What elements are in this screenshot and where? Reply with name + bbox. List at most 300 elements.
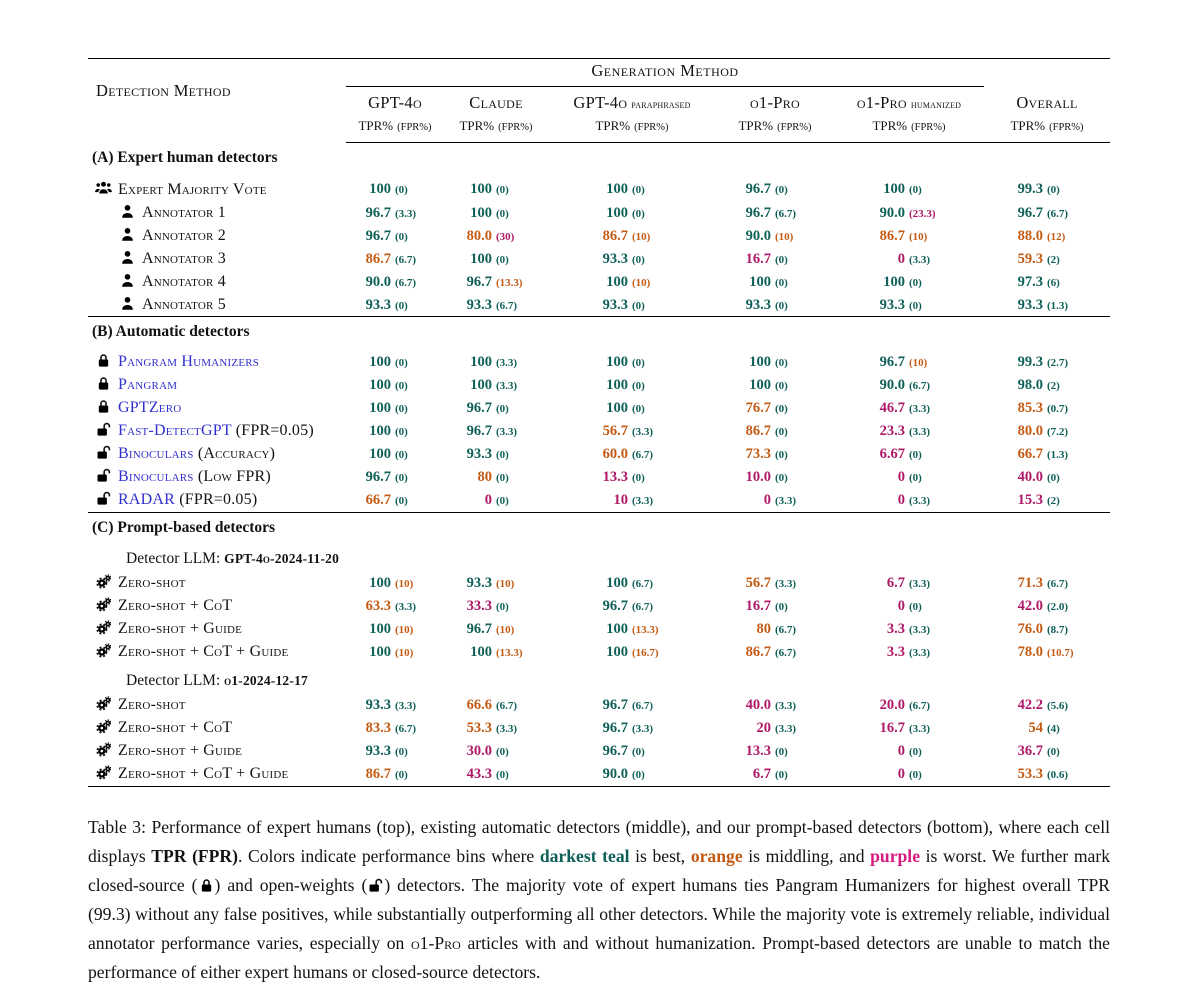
value-cell xyxy=(984,763,1110,787)
value-cell xyxy=(716,694,834,717)
fpr-value: (3.3) xyxy=(909,253,931,266)
section-title: (A) Expert human detectors xyxy=(92,149,278,166)
results-table xyxy=(88,58,1110,787)
table-row xyxy=(88,489,1110,513)
detector-link[interactable]: Binoculars xyxy=(118,445,194,462)
fpr-value: (10.7) xyxy=(1047,647,1074,659)
section-title-row xyxy=(88,317,1110,347)
tpr-value: 100 xyxy=(369,644,391,660)
value-cell xyxy=(984,247,1110,270)
value-cell xyxy=(548,572,716,595)
value-cell xyxy=(444,201,548,224)
section-title-row xyxy=(88,512,1110,542)
tpr-value: 100 xyxy=(749,354,771,370)
tpr-value: 86.7 xyxy=(365,250,391,267)
tpr-value: 10.0 xyxy=(745,469,771,485)
tpr-value: 80 xyxy=(756,621,771,637)
fpr-value: (3.3) xyxy=(775,723,797,735)
col-label: GPT-4o xyxy=(368,93,422,112)
fpr-value: (6.7) xyxy=(395,723,417,735)
row-label-text: Expert Majority Vote xyxy=(118,181,267,198)
table-row xyxy=(88,420,1110,443)
value-cell xyxy=(346,763,444,787)
fpr-value: (3.3) xyxy=(909,723,931,735)
fpr-value: (2.7) xyxy=(1047,357,1069,369)
caption xyxy=(88,813,1110,987)
value-cell xyxy=(984,489,1110,513)
fpr-value: (0) xyxy=(632,472,645,484)
tpr-value: 53.3 xyxy=(466,720,492,736)
fpr-value: (6.7) xyxy=(632,601,654,613)
value-cell xyxy=(444,466,548,489)
value-cell xyxy=(444,641,548,664)
row-label xyxy=(88,618,346,641)
tpr-value: 90.0 xyxy=(879,204,905,221)
fpr-value: (0) xyxy=(496,183,509,196)
tpr-value: 100 xyxy=(470,354,492,370)
gears-icon xyxy=(94,765,113,783)
tpr-value: 96.7 xyxy=(879,354,905,370)
value-cell xyxy=(984,201,1110,224)
value-cell xyxy=(716,374,834,397)
value-cell xyxy=(984,270,1110,293)
tpr-value: 83.3 xyxy=(365,720,391,736)
caption-segment: o1-Pro xyxy=(411,932,461,953)
value-cell xyxy=(346,595,444,618)
tpr-value: 23.3 xyxy=(879,423,905,439)
tpr-value: 80 xyxy=(477,469,492,485)
tpr-value: 80.0 xyxy=(1017,423,1043,439)
tpr-value: 16.7 xyxy=(745,598,771,614)
row-label-suffix: (FPR=0.05) xyxy=(175,491,258,508)
detector-llm-model: GPT-4o-2024-11-20 xyxy=(224,550,340,566)
value-cell xyxy=(548,595,716,618)
row-label xyxy=(88,346,346,374)
section-title: (C) Prompt-based detectors xyxy=(88,512,1110,542)
table-row xyxy=(88,572,1110,595)
value-cell xyxy=(346,466,444,489)
detector-link[interactable]: Pangram Humanizers xyxy=(118,353,260,371)
gears-icon xyxy=(94,643,113,661)
detector-llm-label xyxy=(88,542,1110,572)
tpr-value: 96.7 xyxy=(745,204,771,221)
gears-icon xyxy=(94,574,113,592)
row-label-text: Annotator 5 xyxy=(142,295,226,313)
value-cell xyxy=(834,374,984,397)
value-cell xyxy=(984,572,1110,595)
tpr-value: 100 xyxy=(470,204,492,221)
lock-closed-icon xyxy=(94,399,113,417)
value-cell xyxy=(716,224,834,247)
tpr-value: 93.3 xyxy=(365,743,391,759)
value-cell xyxy=(834,717,984,740)
value-cell xyxy=(346,293,444,317)
detector-link[interactable]: GPTZero xyxy=(118,399,182,416)
col-label-suffix: paraphrased xyxy=(631,99,691,111)
fpr-value: (0) xyxy=(496,449,509,461)
value-cell xyxy=(716,346,834,374)
fpr-value: (0) xyxy=(395,183,408,196)
caption-segment: orange xyxy=(690,845,743,866)
value-cell xyxy=(346,270,444,293)
fpr-value: (0) xyxy=(395,495,408,507)
tpr-value: 96.7 xyxy=(365,204,391,221)
tpr-value: 63.3 xyxy=(365,598,391,614)
tpr-value: 76.0 xyxy=(1017,621,1043,637)
detection-method-header: Detection Method xyxy=(96,80,231,100)
fpr-value: (3.3) xyxy=(909,647,931,659)
col-label: Overall xyxy=(1016,92,1078,112)
tpr-value: 0 xyxy=(897,598,905,614)
detector-llm-prefix: Detector LLM: xyxy=(126,671,225,689)
tpr-value: 100 xyxy=(606,621,628,637)
value-cell xyxy=(984,717,1110,740)
fpr-value: (0) xyxy=(395,230,408,243)
tpr-value: 93.3 xyxy=(602,250,628,267)
tpr-value: 96.7 xyxy=(745,180,771,197)
value-cell xyxy=(984,443,1110,466)
table-row xyxy=(88,247,1110,270)
person-icon xyxy=(118,204,137,222)
caption-segment: is best, xyxy=(629,845,691,866)
value-cell xyxy=(716,466,834,489)
value-cell xyxy=(346,740,444,763)
tpr-fpr-subheader: TPR% (FPR%) xyxy=(834,115,984,143)
fpr-value: (13.3) xyxy=(496,276,523,289)
tpr-value: 42.2 xyxy=(1017,697,1043,713)
tpr-value: 59.3 xyxy=(1017,250,1043,267)
value-cell xyxy=(444,717,548,740)
tpr-value: 100 xyxy=(369,621,391,637)
fpr-value: (6.7) xyxy=(775,647,797,659)
fpr-value: (0) xyxy=(775,183,788,196)
fpr-value: (0) xyxy=(632,357,645,369)
caption-segment: ) and open-weights ( xyxy=(214,874,368,895)
row-label xyxy=(88,443,346,466)
tpr-value: 0 xyxy=(897,766,905,782)
fpr-value: (0) xyxy=(775,601,788,613)
value-cell xyxy=(346,397,444,420)
fpr-value: (6.7) xyxy=(395,253,417,266)
value-cell xyxy=(444,420,548,443)
fpr-value: (16.7) xyxy=(632,647,659,659)
detector-llm-label xyxy=(88,664,1110,694)
fpr-value: (0) xyxy=(909,449,922,461)
gears-icon xyxy=(94,620,113,638)
tpr-value: 100 xyxy=(369,354,391,370)
row-label-text: Zero-shot + CoT + Guide xyxy=(118,643,289,660)
col-label: o1-Pro xyxy=(749,93,801,112)
fpr-value: (3.3) xyxy=(632,426,654,438)
table-row xyxy=(88,224,1110,247)
value-cell xyxy=(716,740,834,763)
table-row xyxy=(88,374,1110,397)
tpr-value: 6.7 xyxy=(886,575,905,591)
tpr-value: 93.3 xyxy=(602,296,628,313)
value-cell xyxy=(548,293,716,317)
fpr-value: (0) xyxy=(496,769,509,781)
value-cell xyxy=(834,224,984,247)
value-cell xyxy=(984,595,1110,618)
fpr-value: (0) xyxy=(775,299,788,312)
row-label xyxy=(88,247,346,270)
row-label-text: Zero-shot xyxy=(118,696,186,713)
row-label-suffix: (Accuracy) xyxy=(193,445,276,462)
fpr-value: (3.3) xyxy=(775,700,797,712)
tpr-value: 96.7 xyxy=(365,469,391,485)
value-cell xyxy=(716,572,834,595)
fpr-value: (0) xyxy=(395,403,408,415)
row-label xyxy=(88,201,346,224)
fpr-value: (30) xyxy=(496,230,515,243)
tpr-value: 100 xyxy=(606,644,628,660)
person-icon xyxy=(118,250,137,268)
caption-segment: Table 3: Performance of expert humans (top), existing automatic detectors (middle), and our prompt-based detectors (bottom), where each cell displays xyxy=(88,816,1110,866)
table-row xyxy=(88,618,1110,641)
tpr-value: 96.7 xyxy=(466,423,492,439)
value-cell xyxy=(716,489,834,513)
fpr-value: (3.3) xyxy=(909,403,931,415)
table-row xyxy=(88,466,1110,489)
caption-segment: darkest teal xyxy=(539,845,630,866)
tpr-value: 93.3 xyxy=(466,446,492,462)
value-cell xyxy=(834,618,984,641)
fpr-value: (2) xyxy=(1047,495,1060,507)
table-row xyxy=(88,694,1110,717)
tpr-value: 90.0 xyxy=(745,227,771,244)
tpr-value: 100 xyxy=(749,273,771,290)
value-cell xyxy=(834,489,984,513)
fpr-value: (10) xyxy=(775,230,794,243)
detector-link[interactable]: RADAR xyxy=(118,491,176,508)
fpr-value: (3.3) xyxy=(395,700,417,712)
value-cell xyxy=(984,374,1110,397)
people-icon xyxy=(94,179,113,199)
fpr-value: (3.3) xyxy=(909,426,931,438)
fpr-value: (3.3) xyxy=(909,578,931,590)
row-label-text: Annotator 3 xyxy=(142,249,226,267)
fpr-value: (4) xyxy=(1047,723,1060,735)
detector-link[interactable]: Fast-DetectGPT xyxy=(118,422,232,439)
value-cell xyxy=(548,270,716,293)
fpr-value: (0) xyxy=(775,276,788,289)
tpr-value: 10 xyxy=(613,492,628,508)
value-cell xyxy=(548,489,716,513)
tpr-value: 100 xyxy=(369,180,391,197)
value-cell xyxy=(834,346,984,374)
value-cell xyxy=(984,420,1110,443)
person-icon xyxy=(118,296,137,314)
value-cell xyxy=(716,201,834,224)
tpr-value: 100 xyxy=(369,423,391,439)
tpr-value: 93.3 xyxy=(879,296,905,313)
value-cell xyxy=(716,641,834,664)
fpr-value: (3.3) xyxy=(496,426,518,438)
detector-link[interactable]: Pangram xyxy=(118,376,178,393)
tpr-value: 100 xyxy=(606,400,628,416)
row-label xyxy=(88,224,346,247)
tpr-value: 93.3 xyxy=(1017,296,1043,313)
fpr-value: (0) xyxy=(395,449,408,461)
tpr-value: 3.3 xyxy=(886,621,905,637)
fpr-value: (0) xyxy=(775,746,788,758)
fpr-value: (3.3) xyxy=(496,723,518,735)
fpr-value: (0) xyxy=(395,746,408,758)
value-cell xyxy=(346,247,444,270)
row-label xyxy=(88,420,346,443)
fpr-value: (0) xyxy=(632,746,645,758)
table-row xyxy=(88,172,1110,201)
fpr-value: (0) xyxy=(632,207,645,220)
fpr-value: (6) xyxy=(1047,276,1060,289)
value-cell xyxy=(346,717,444,740)
detector-link[interactable]: Binoculars xyxy=(118,468,194,485)
fpr-value: (0.7) xyxy=(1047,403,1069,415)
fpr-value: (3.3) xyxy=(632,723,654,735)
row-label-text: Zero-shot + CoT xyxy=(118,719,233,736)
lock-open-icon xyxy=(94,422,113,440)
row-label xyxy=(88,270,346,293)
value-cell xyxy=(716,397,834,420)
value-cell xyxy=(548,374,716,397)
row-label xyxy=(88,595,346,618)
gears-icon xyxy=(94,696,113,714)
col-label: Claude xyxy=(469,93,523,112)
fpr-value: (3.3) xyxy=(775,578,797,590)
tpr-value: 86.7 xyxy=(745,423,771,439)
fpr-value: (6.7) xyxy=(496,299,518,312)
tpr-value: 66.7 xyxy=(1017,446,1043,462)
fpr-value: (6.7) xyxy=(775,207,797,220)
fpr-value: (0) xyxy=(909,472,922,484)
value-cell xyxy=(716,717,834,740)
fpr-value: (0) xyxy=(632,253,645,266)
tpr-value: 56.7 xyxy=(602,423,628,439)
tpr-value: 100 xyxy=(606,273,628,290)
fpr-value: (0) xyxy=(775,449,788,461)
row-label-text: Annotator 4 xyxy=(142,272,226,290)
fpr-value: (0) xyxy=(909,276,922,289)
section-title-row xyxy=(88,143,1110,173)
tpr-value: 6.67 xyxy=(879,446,905,462)
fpr-value: (8.7) xyxy=(1047,624,1069,636)
fpr-value: (0) xyxy=(775,472,788,484)
fpr-value: (3.3) xyxy=(909,624,931,636)
fpr-value: (0) xyxy=(395,380,408,392)
value-cell xyxy=(834,201,984,224)
value-cell xyxy=(716,172,834,201)
lock-closed-icon xyxy=(94,353,113,371)
value-cell xyxy=(444,346,548,374)
tpr-value: 71.3 xyxy=(1017,575,1043,591)
value-cell xyxy=(444,489,548,513)
tpr-value: 13.3 xyxy=(745,743,771,759)
value-cell xyxy=(444,763,548,787)
caption-segment: TPR (FPR) xyxy=(151,845,238,866)
tpr-value: 86.7 xyxy=(365,766,391,782)
row-label-suffix: (Low FPR) xyxy=(193,468,271,485)
value-cell xyxy=(346,346,444,374)
row-label-text: Zero-shot + Guide xyxy=(118,620,243,637)
value-cell xyxy=(834,270,984,293)
tpr-value: 100 xyxy=(470,644,492,660)
tpr-value: 40.0 xyxy=(1017,469,1043,485)
tpr-value: 6.7 xyxy=(752,766,771,782)
value-cell xyxy=(444,270,548,293)
tpr-value: 93.3 xyxy=(466,575,492,591)
table-row xyxy=(88,595,1110,618)
row-label xyxy=(88,397,346,420)
tpr-value: 73.3 xyxy=(745,446,771,462)
fpr-value: (13.3) xyxy=(632,624,659,636)
caption-segment: is middling, and xyxy=(742,845,871,866)
fpr-value: (0) xyxy=(496,253,509,266)
fpr-value: (10) xyxy=(909,357,928,369)
fpr-value: (0) xyxy=(632,403,645,415)
tpr-value: 97.3 xyxy=(1017,273,1043,290)
tpr-value: 88.0 xyxy=(1017,227,1043,244)
col-label: GPT-4o xyxy=(573,93,628,112)
value-cell xyxy=(548,717,716,740)
tpr-value: 100 xyxy=(606,354,628,370)
row-label-text: Annotator 1 xyxy=(142,203,226,221)
fpr-value: (2.0) xyxy=(1047,601,1069,613)
fpr-value: (0) xyxy=(395,769,408,781)
tpr-value: 93.3 xyxy=(365,697,391,713)
value-cell xyxy=(346,572,444,595)
tpr-value: 53.3 xyxy=(1017,766,1043,782)
value-cell xyxy=(444,740,548,763)
col-label: o1-Pro xyxy=(856,93,907,112)
fpr-value: (23.3) xyxy=(909,207,936,220)
tpr-fpr-subheader: TPR% (FPR%) xyxy=(716,115,834,143)
fpr-value: (6.7) xyxy=(496,700,518,712)
col-header-o1pro xyxy=(716,87,834,116)
tpr-value: 42.0 xyxy=(1017,598,1043,614)
col-header-overall xyxy=(984,87,1110,116)
value-cell xyxy=(984,293,1110,317)
gears-icon xyxy=(94,597,113,615)
tpr-value: 36.7 xyxy=(1017,743,1043,759)
fpr-value: (0) xyxy=(1047,746,1060,758)
tpr-value: 0 xyxy=(897,492,905,508)
tpr-value: 100 xyxy=(470,377,492,393)
value-cell xyxy=(548,224,716,247)
generation-method-header: Generation Method xyxy=(346,59,984,87)
fpr-value: (0) xyxy=(496,207,509,220)
fpr-value: (3.3) xyxy=(909,495,931,507)
value-cell xyxy=(548,420,716,443)
fpr-value: (0) xyxy=(632,769,645,781)
tpr-value: 85.3 xyxy=(1017,400,1043,416)
caption-segment: . Colors indicate performance bins where xyxy=(238,845,540,866)
value-cell xyxy=(346,443,444,466)
table-row xyxy=(88,443,1110,466)
tpr-value: 43.3 xyxy=(466,766,492,782)
value-cell xyxy=(548,443,716,466)
fpr-value: (12) xyxy=(1047,230,1066,243)
value-cell xyxy=(548,201,716,224)
row-label xyxy=(88,763,346,787)
fpr-value: (0) xyxy=(909,299,922,312)
value-cell xyxy=(346,224,444,247)
value-cell xyxy=(834,595,984,618)
row-label xyxy=(88,466,346,489)
value-cell xyxy=(984,224,1110,247)
value-cell xyxy=(548,740,716,763)
fpr-value: (0) xyxy=(909,746,922,758)
fpr-value: (3.3) xyxy=(496,357,518,369)
